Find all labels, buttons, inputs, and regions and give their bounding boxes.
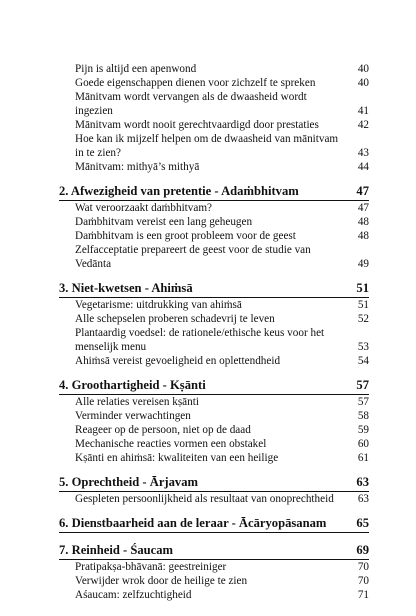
toc-entry <box>59 492 369 506</box>
toc-entry <box>59 76 369 90</box>
chapter-title: 7. Reinheid - Śaucam <box>59 543 174 557</box>
toc-entry <box>59 437 369 451</box>
toc-entry <box>59 298 369 312</box>
chapter-title: 3. Niet-kwetsen - Ahiṁsā <box>59 281 193 295</box>
entry-title: Pratipakṣa-bhāvanā: geestreiniger <box>75 561 227 573</box>
entry-page: 70 <box>357 561 369 573</box>
entry-page: 42 <box>357 119 369 131</box>
toc-entry <box>59 395 369 409</box>
entry-page: 59 <box>357 424 369 436</box>
entry-page: 58 <box>357 410 369 422</box>
entry-title: Wat veroorzaakt daṁbhitvam? <box>75 202 213 214</box>
entry-title: Ahiṁsā vereist gevoeligheid en oplettendheid <box>75 355 281 367</box>
entry-title: Alle relaties vereisen kṣānti <box>75 396 199 408</box>
entry-page: 54 <box>357 355 369 367</box>
toc-entry <box>59 451 369 465</box>
chapter-heading <box>59 516 369 533</box>
toc-entry <box>59 160 369 174</box>
entry-title: Verwijder wrok door de heilige te zien <box>75 575 248 587</box>
entry-title: Mānitvam wordt vervangen als de dwaasheid wordt ingezien <box>75 91 307 117</box>
toc-entry <box>59 229 369 243</box>
chapter-section <box>59 184 369 271</box>
toc-entry <box>59 312 369 326</box>
toc-entry <box>59 409 369 423</box>
toc-entry <box>59 62 369 76</box>
chapter-section <box>59 281 369 368</box>
toc-entry <box>59 118 369 132</box>
entry-title: Aśaucam: zelfzuchtigheid <box>75 589 192 601</box>
entry-page: 43 <box>357 147 369 159</box>
chapter-title: 6. Dienstbaarheid aan de leraar - Ācāryopāsanam <box>59 516 327 530</box>
entry-title: Mānitvam wordt nooit gerechtvaardigd door prestaties <box>75 119 319 131</box>
entry-page: 71 <box>357 589 369 601</box>
entry-title: Zelfacceptatie prepareert de geest voor de studie van Vedānta <box>75 244 311 270</box>
toc-entry <box>59 423 369 437</box>
toc-entry <box>59 243 369 271</box>
entry-title: Hoe kan ik mijzelf helpen om de dwaasheid van mānitvam in te zien? <box>75 133 339 159</box>
entry-title: Kṣānti en ahiṁsā: kwaliteiten van een heilige <box>75 452 279 464</box>
toc-entry <box>59 215 369 229</box>
entry-title: Plantaardig voedsel: de rationele/ethische keus voor het menselijk menu <box>75 327 325 353</box>
toc-entry <box>59 132 369 160</box>
entry-title: Gespleten persoonlijkheid als resultaat van onoprechtheid <box>75 493 334 505</box>
chapter-title: 5. Oprechtheid - Ārjavam <box>59 475 198 489</box>
chapter-page: 47 <box>356 184 369 198</box>
entry-page: 70 <box>357 575 369 587</box>
chapter-page: 51 <box>356 281 369 295</box>
toc-entry <box>59 326 369 354</box>
table-of-contents <box>59 62 369 602</box>
chapter-title: 2. Afwezigheid van pretentie - Adaṁbhitvam <box>59 184 299 198</box>
toc-entry <box>59 574 369 588</box>
toc-entry <box>59 90 369 118</box>
entry-page: 51 <box>357 299 369 311</box>
entry-title: Pijn is altijd een apenwond <box>75 63 197 75</box>
entry-title: Vegetarisme: uitdrukking van ahiṁsā <box>75 299 242 311</box>
intro-entries <box>59 62 369 174</box>
entry-title: Daṁbhitvam vereist een lang geheugen <box>75 216 253 228</box>
entry-title: Daṁbhitvam is een groot probleem voor de geest <box>75 230 296 242</box>
entry-page: 41 <box>357 105 369 117</box>
toc-entry <box>59 201 369 215</box>
entry-title: Verminder verwachtingen <box>75 410 191 422</box>
chapter-heading <box>59 184 369 201</box>
chapter-section <box>59 543 369 602</box>
chapter-page: 69 <box>356 543 369 557</box>
entry-page: 60 <box>357 438 369 450</box>
toc-entry <box>59 560 369 574</box>
toc-entry <box>59 588 369 602</box>
toc-entry <box>59 354 369 368</box>
entry-page: 40 <box>357 77 369 89</box>
entry-page: 61 <box>357 452 369 464</box>
entry-page: 40 <box>357 63 369 75</box>
chapter-page: 63 <box>356 475 369 489</box>
entry-page: 52 <box>357 313 369 325</box>
entry-page: 57 <box>357 396 369 408</box>
entry-page: 48 <box>357 230 369 242</box>
chapter-section <box>59 378 369 465</box>
entry-title: Goede eigenschappen dienen voor zichzelf te spreken <box>75 77 316 89</box>
chapter-heading <box>59 543 369 560</box>
entry-title: Mechanische reacties vormen een obstakel <box>75 438 267 450</box>
entry-page: 63 <box>357 493 369 505</box>
entry-page: 44 <box>357 161 369 173</box>
chapter-page: 57 <box>356 378 369 392</box>
chapter-section <box>59 475 369 506</box>
chapter-heading <box>59 378 369 395</box>
entry-page: 53 <box>357 341 369 353</box>
chapter-section <box>59 516 369 533</box>
chapter-heading <box>59 281 369 298</box>
entry-page: 49 <box>357 258 369 270</box>
entry-title: Alle schepselen proberen schadevrij te leven <box>75 313 275 325</box>
chapter-page: 65 <box>356 516 369 530</box>
entry-page: 48 <box>357 216 369 228</box>
entry-page: 47 <box>357 202 369 214</box>
entry-title: Reageer op de persoon, niet op de daad <box>75 424 251 436</box>
entry-title: Mānitvam: mithyā’s mithyā <box>75 161 200 173</box>
chapter-title: 4. Groothartigheid - Kṣānti <box>59 378 206 392</box>
chapter-heading <box>59 475 369 492</box>
